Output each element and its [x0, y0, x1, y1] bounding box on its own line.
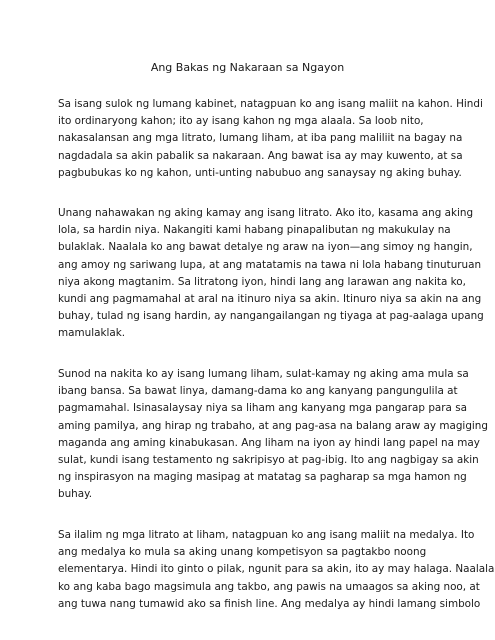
paragraph-line: lola, sa hardin niya. Nakangiti kami habang pinapalibutan ng makukulay na: [58, 224, 451, 237]
document-title: Ang Bakas ng Nakaraan sa Ngayon: [150, 61, 345, 74]
paragraph-line: aming pamilya, ang hirap ng trabaho, at ang pag-asa na balang araw ay magiging: [58, 419, 488, 432]
paragraph-line: sulat, kundi isang testamento ng sakripisyo at pag-ibig. Ito ang nagbigay sa akin: [58, 454, 479, 467]
paragraph-line: ito ordinaryong kahon; ito ay isang kahon ng mga alaala. Sa loob nito,: [58, 115, 424, 128]
paragraph-line: maganda ang aming kinabukasan. Ang liham na iyon ay hindi lang papel na may: [58, 436, 480, 449]
paragraph-line: ng inspirasyon na maging masipag at matatag sa pagharap sa mga hamon ng: [58, 471, 467, 484]
paragraph-line: ko ang kaba bago magsimula ang takbo, ang pawis na umaagos sa aking noo, at: [58, 580, 480, 593]
paragraph-4: [58, 527, 495, 613]
paragraph-line: ang medalya ko mula sa aking unang kompetisyon sa pagtakbo noong: [58, 546, 427, 559]
paragraph-line: mamulaklak.: [58, 327, 126, 340]
paragraph-line: nagdadala sa akin pabalik sa nakaraan. Ang bawat isa ay may kuwento, at sa: [58, 149, 463, 162]
paragraph-line: bulaklak. Naalala ko ang bawat detalye ng araw na iyon—ang simoy ng hangin,: [58, 241, 473, 254]
paragraph-line: kundi ang pagmamahal at aral na itinuro niya sa akin. Itinuro niya sa akin na ang: [58, 293, 482, 306]
paragraph-line: ang tuwa nang tumawid ako sa finish line. Ang medalya ay hindi lamang simbolo: [58, 597, 481, 610]
paragraph-line: pagbubukas ko ng kahon, unti-unting nabubuo ang sanaysay ng aking buhay.: [58, 166, 462, 179]
paragraph-2: [58, 205, 484, 343]
paragraph-line: pagmamahal. Isinasalaysay niya sa liham ang kanyang mga pangarap para sa: [58, 402, 468, 415]
paragraph-line: Unang nahawakan ng aking kamay ang isang litrato. Ako ito, kasama ang aking: [58, 207, 474, 219]
paragraph-line: Sa ilalim ng mga litrato at liham, natagpuan ko ang isang maliit na medalya. Ito: [58, 529, 475, 541]
paragraph-line: buhay.: [58, 488, 93, 501]
paragraph-line: Sunod na nakita ko ay isang lumang liham, sulat-kamay ng aking ama mula sa: [58, 368, 469, 380]
paragraph-line: ibang bansa. Sa bawat linya, damang-dama ko ang kanyang pangungulila at: [58, 385, 458, 398]
paragraph-line: buhay, tulad ng isang hardin, ay nangangailangan ng tiyaga at pag-aalaga upang: [58, 310, 484, 323]
paragraph-1: [58, 96, 483, 182]
paragraph-3: [58, 366, 488, 504]
paragraph-line: nakasalansan ang mga litrato, lumang liham, at iba pang maliliit na bagay na: [58, 132, 463, 145]
paragraph-line: niya akong magtanim. Sa litratong iyon, hindi lang ang larawan ang nakita ko,: [58, 275, 466, 288]
paragraph-line: ang amoy ng sariwang lupa, at ang matatamis na tawa ni lola habang tinuturuan: [58, 258, 482, 271]
paragraph-line: elementarya. Hindi ito ginto o pilak, ngunit para sa akin, ito ay may halaga. Naalala: [58, 563, 495, 576]
paragraph-line: Sa isang sulok ng lumang kabinet, natagpuan ko ang isang maliit na kahon. Hindi: [58, 98, 483, 110]
